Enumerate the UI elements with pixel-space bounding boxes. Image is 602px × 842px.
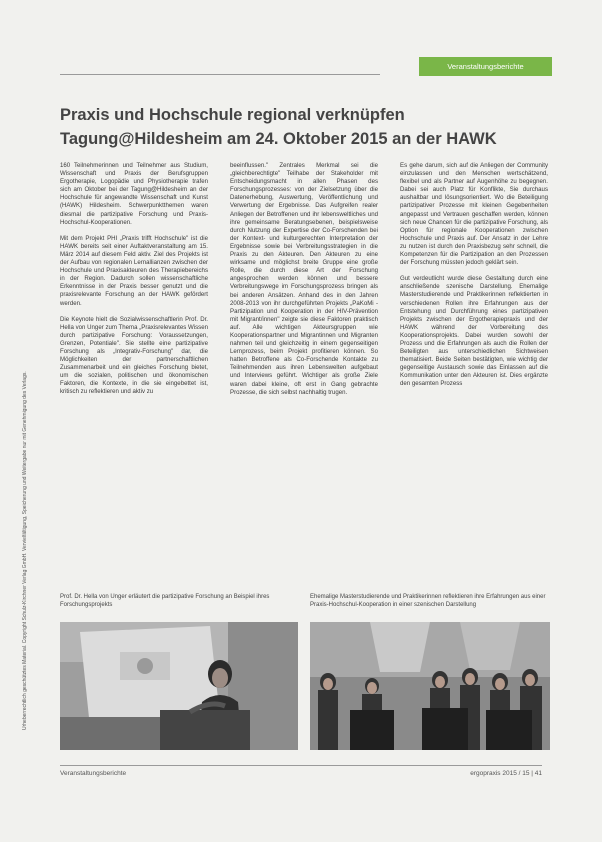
footer-section-label: Veranstaltungsberichte xyxy=(60,770,127,777)
group-photo xyxy=(310,622,550,750)
title-line-1: Praxis und Hochschule regional verknüpfen xyxy=(60,106,405,124)
paragraph: 160 Teilnehmerinnen und Teilnehmer aus Studium, Wissenschaft und Praxis der Berufsgruppen Ergotherapie, Logopädie und Physiotherapie trafen sich am Oktober bei der Tagung@Hildesheim an der Hochschule für angewandte Wissenschaft und Kunst (HAWK) Hildesheim. Schwerpunktthemen waren diesmal die partizipative Forschung und Praxis-Hochschul-Kooperationen. xyxy=(60,162,208,226)
paragraph: Es gehe darum, sich auf die Anliegen der Community einzulassen und den Menschen wertschätzend, flexibel und als Partner auf Augenhöhe zu begegnen. Dabei sei auch Platz für Konflikte, Sie durchaus aushaltbar und lösungsorientiert. Wo die Beteiligung partizipativer Prozesse mit kleinen Gegebenheiten angepasst und Vertrauen geschaffen werden, können sich neue Chancen für die partizipative Forschung, als Option für regionale Kooperationen zwischen Hochschule und Praxis auf. Der Ansatz in der Lehre zu nutzen ist durch den Praxisbezug sehr schnell, die Kompetenzen für die Partizipation an den Prozessen der Forschung müssten jedoch geklärt sein. xyxy=(400,162,548,267)
article-title xyxy=(60,103,560,151)
paragraph: Gut verdeutlicht wurde diese Gestaltung durch eine anschließende szenische Darstellung. Ehemalige Masterstudierende und Praktikerinnen reflektierten in verschiedenen Rollen ihre Erfahrungen aus der Entstehung und Durchführung eines partizipativen Projekts zwischen der Ergotherapiepraxis und der HAWK während der Vorbereitung des Kooperationsprojekts. Dabei wurden sowohl der Prozess und die Erfahrungen als auch die Rollen der Beteiligten aus unterschiedlichen Sichtweisen thematisiert. Beide Seiten bestätigten, wie wichtig der gegenseitige Austausch sowie das Einlassen auf die Kommunikation unter den Akteuren ist. Dies ergänzte den gesamten Prozess xyxy=(400,275,548,388)
footer-rule xyxy=(60,765,542,766)
paragraph: beeinflussen." Zentrales Merkmal sei die „gleichberechtigte" Teilhabe der Stakeholder mit Entscheidungsmacht in allen Phasen des Forschungsprozesses: von der Zielsetzung über die Datenerhebung, Auswertung, Veröffentlichung und Verwertung der Ergebnisse. Das Aufgreifen realer Anliegen der Betroffenen und ihr lebensweltliches und ihre gemeinsame Beratungsebenen, beispielsweise durch Nutzung der Expertise der Co-Forschenden bei der Kontext- und kulturgerechten Interpretation der Ergebnisse sowie bei Verbreitungsstrategien in die Praxis zu den Akteuren. Den Akteuren zu eine wirksame und möglichst breite Gruppe eine große Rolle, die durch diese Art der Forschung angesprochen werden können und bessere Verbreitungswege im Forschungsprozess bringen als bei anderen Ansätzen. Anhand des in den Jahren 2008-2013 von ihr durchgeführten Projekts „PaKoMi - Partizipation und Kooperation in der HIV-Prävention mit Migrant/innen" zeigte sie diese Faktoren praktisch auf. Alle wichtigen Akteursgruppen wie Kooperationspartner und Migrantinnen und Migranten nahmen teil und gleichzeitig in einem gegenseitigen Lernprozess, beim Projekt profitieren können. So hatten Betroffene als Co-Forschende Kontakte zu Teilnehmenden aus ihren Lebenswelten aufgebaut und Interviews geführt. Wichtiger als große Ziele waren dabei kleine, oft erst in Gang gebrachte Prozesse, die sich selbst nachhaltig trugen. xyxy=(230,162,378,396)
speaker-photo-image xyxy=(60,622,298,750)
section-tag: Veranstaltungsberichte xyxy=(419,57,552,76)
title-line-2: Tagung@Hildesheim am 24. Oktober 2015 an der HAWK xyxy=(60,130,497,148)
text-column-3 xyxy=(400,162,548,397)
photo-caption-left: Prof. Dr. Hella von Unger erläutert die partizipative Forschung an Beispiel ihres Forschungsprojekts xyxy=(60,594,270,608)
copyright-side-note: Urheberrechtlich geschütztes Material. Copyright Schulz-Kirchner Verlag GmbH. Vervielfältigung, Speicherung und Weitergabe nur mit Genehmigung des Verlags. xyxy=(22,371,28,730)
paragraph: Die Keynote hielt die Sozialwissenschaftlerin Prof. Dr. Hella von Unger zum Thema „Praxisrelevantes Wissen durch partizipative Forschung: Voraussetzungen, Grenzen, Potentiale". Sie stellte eine partizipative Forschung als „Integrativ-Forschung" dar, die Möglichkeiten der partnerschaftlichen Zusammenarbeit und ein gleiches Forschung bietet, um die sozialen, politischen und ökonomischen Faktoren, die Kontexte, in die sie eingebettet ist, kritisch zu reflektieren und aktiv zu xyxy=(60,315,208,396)
speaker-photo xyxy=(60,622,298,750)
header-rule xyxy=(60,74,380,75)
group-photo-image xyxy=(310,622,550,750)
photo-caption-right: Ehemalige Masterstudierende und Praktikerinnen reflektieren ihre Erfahrungen aus einer Praxis-Hochschul-Kooperation in einer szenischen Darstellung xyxy=(310,594,546,608)
paragraph: Mit dem Projekt PHI „Praxis trifft Hochschule" ist die HAWK bereits seit einer Auftaktveranstaltung am 15. März 2014 auf diesem Feld aktiv. Ziel des Projekts ist der Aufbau von regionalen Lernallianzen zwischen der Hochschule und Praxisakteuren des Therapiebereichs in der Region. Dadurch sollen wissenschaftliche Erkenntnisse in der Praxis besser genutzt und die praxisrelevante Forschung an der HAWK gefördert werden. xyxy=(60,234,208,307)
footer-page-info: ergopraxis 2015 / 15 | 41 xyxy=(470,770,542,777)
text-column-1 xyxy=(60,162,208,405)
text-column-2 xyxy=(230,162,378,405)
